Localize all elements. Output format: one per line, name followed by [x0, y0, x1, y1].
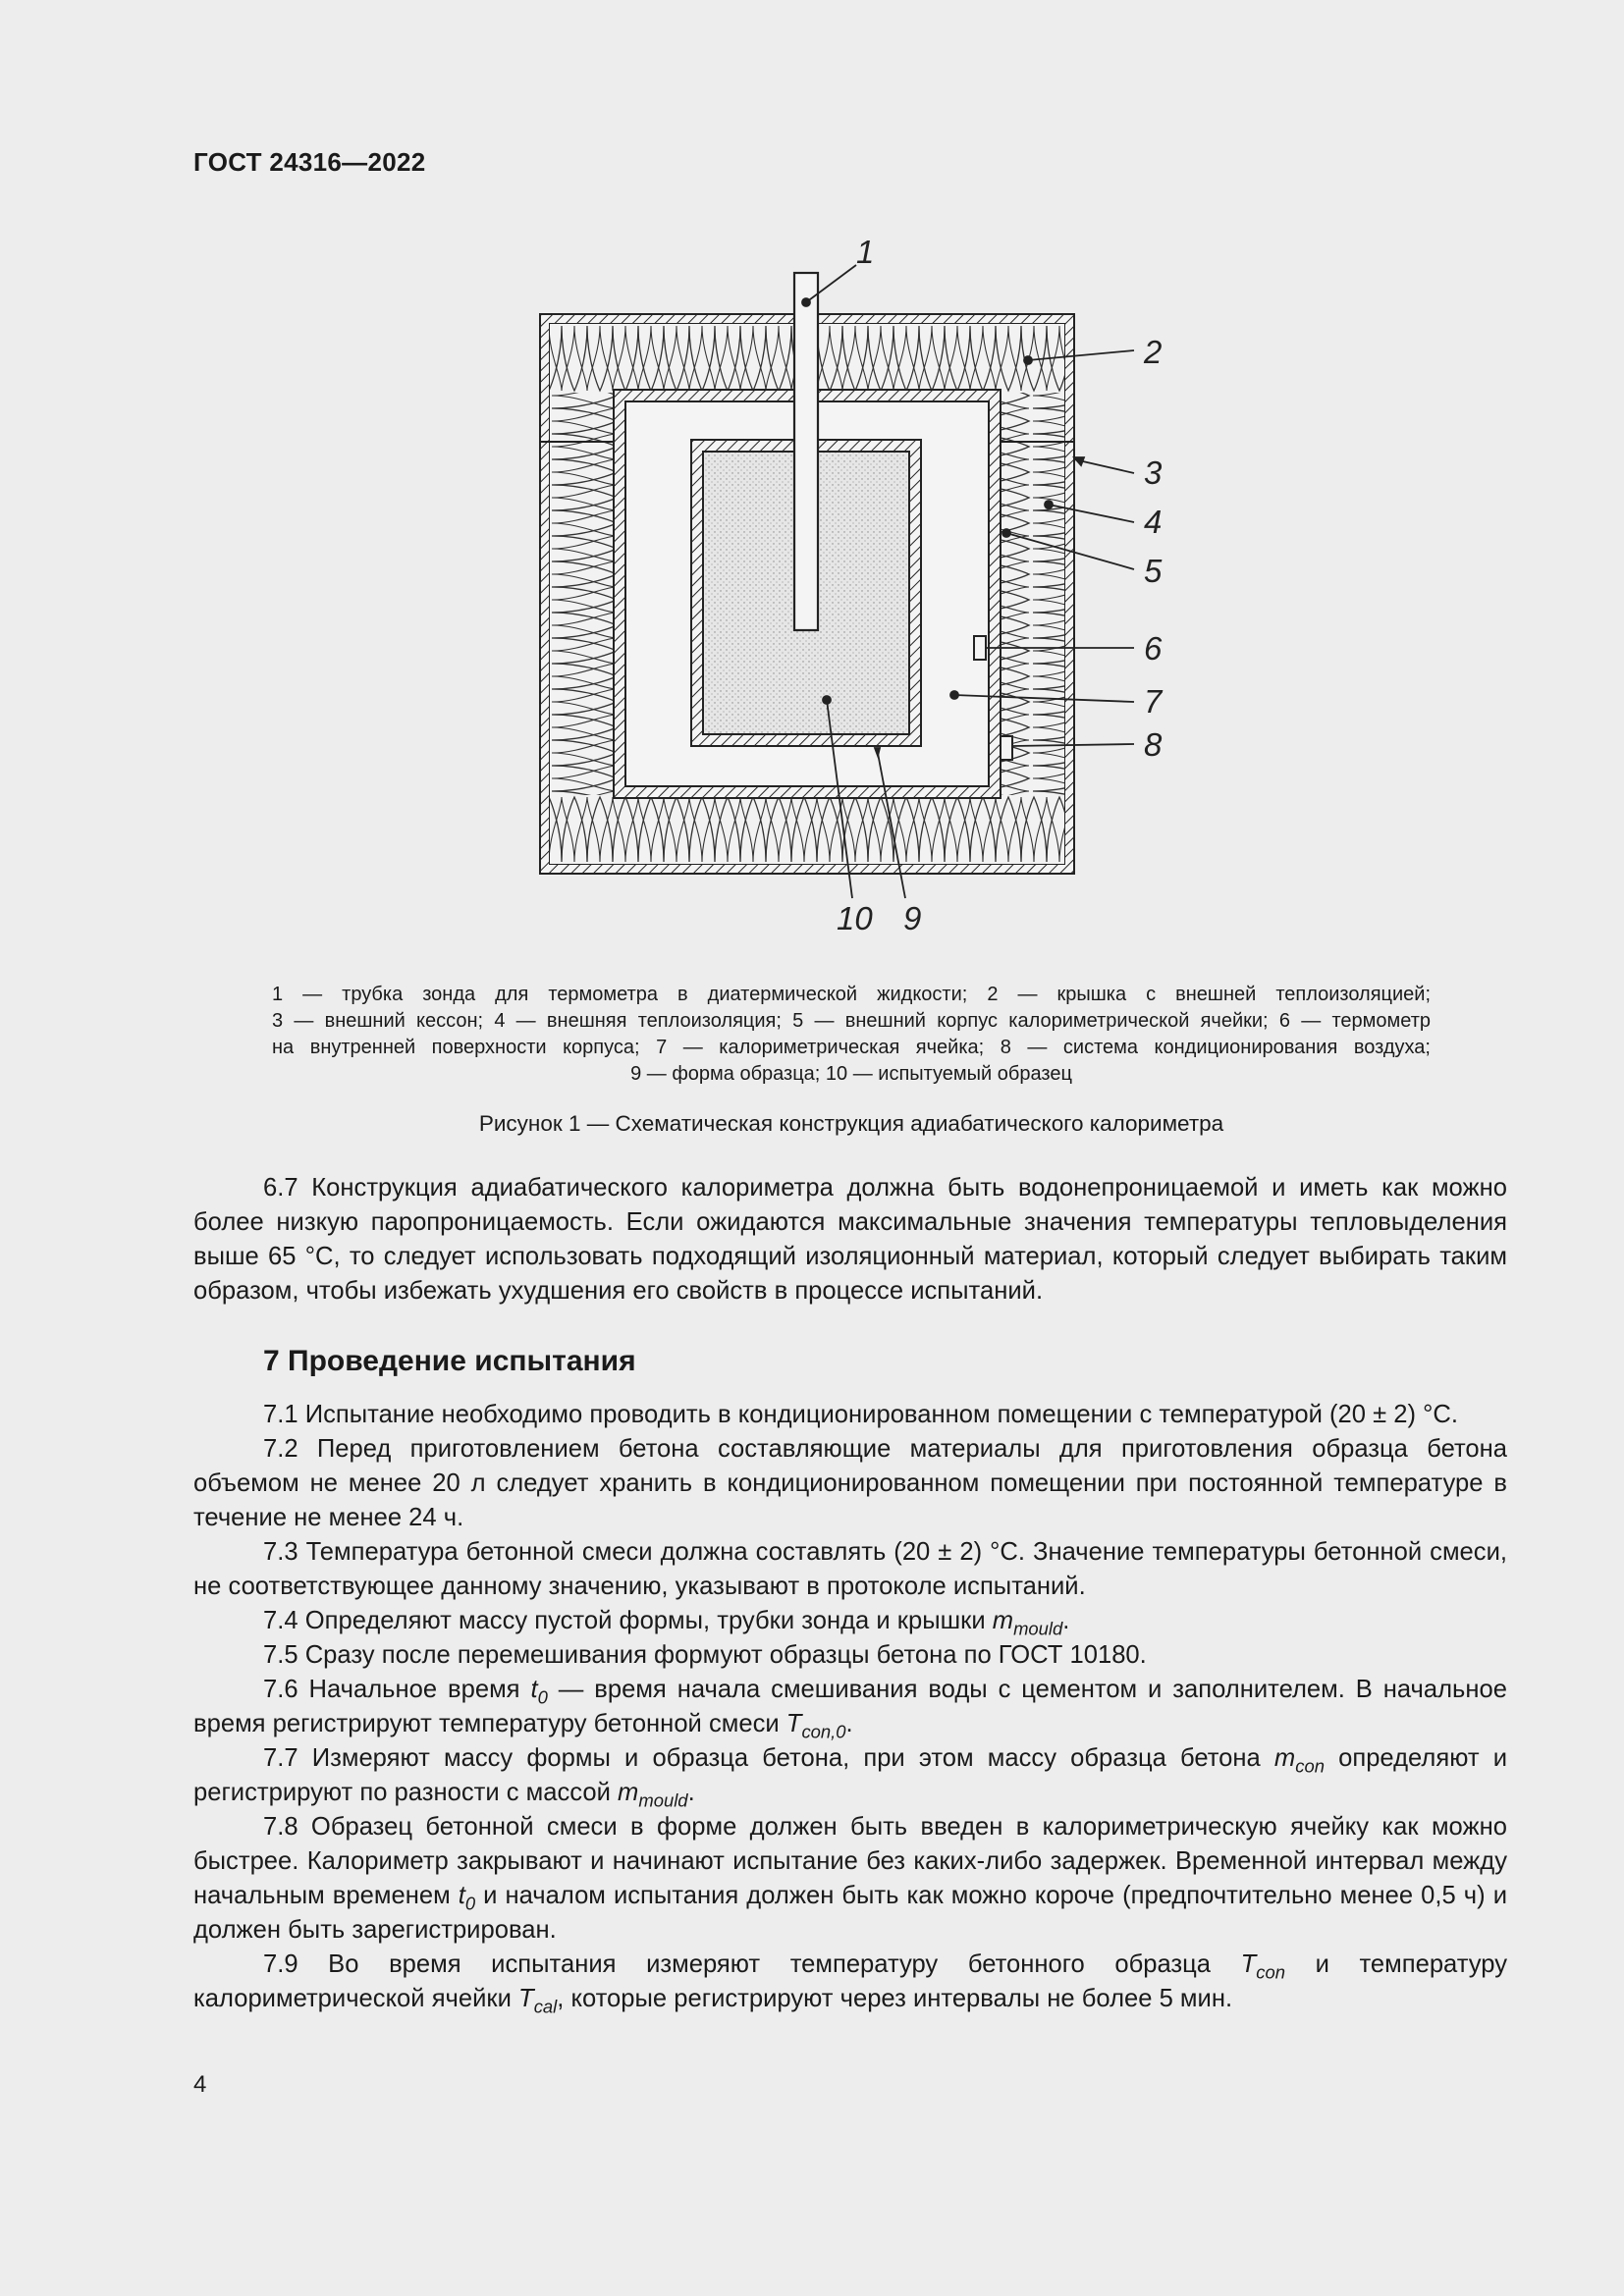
paragraph-text: 7.6 Начальное время [263, 1676, 531, 1703]
subscript: mould [1013, 1618, 1063, 1639]
callout-9: 9 [903, 900, 922, 936]
calorimeter-diagram [511, 231, 1198, 957]
callout-3: 3 [1144, 454, 1163, 491]
paragraph-7-9 [193, 1948, 1507, 2016]
legend-line: на внутренней поверхности корпуса; 7 — калориметрическая ячейка; 8 — система кондиционирования воздуха; [272, 1037, 1431, 1058]
paragraph-7-4: 7.4 Определяют массу пустой формы, трубки зонда и крышки $m_{mould}$. [263, 1607, 1070, 1639]
subscript: 0 [537, 1686, 548, 1708]
symbol-T: T [1240, 1950, 1257, 1978]
subscript: cal [533, 1996, 558, 2017]
callout-2: 2 [1144, 334, 1163, 370]
paragraph-7-5: 7.5 Сразу после перемешивания формуют образцы бетона по ГОСТ 10180. [263, 1641, 1147, 1669]
subscript: mould [638, 1789, 688, 1811]
subscript: con [1295, 1755, 1325, 1777]
document-body [193, 1171, 1507, 2016]
figure-caption: Рисунок 1 — Схематическая конструкция адиабатического калориметра [478, 1111, 1224, 1136]
paragraph-text: 7.9 Во время испытания измеряют температуру бетонного образца [263, 1950, 1241, 1978]
symbol-m: m [1273, 1744, 1296, 1772]
paragraph-text: определяют и регистрируют по разности с массой [193, 1744, 1508, 1806]
callout-7: 7 [1144, 683, 1163, 720]
page-number: 4 [193, 2071, 207, 2098]
paragraph-text: и началом испытания должен быть как можно короче (предпочтительно менее 0,5 ч) и должен быть зарегистрирован. [193, 1882, 1507, 1944]
subscript: con [1256, 1961, 1285, 1983]
paragraph-7-3: 7.3 Температура бетонной смеси должна составлять (20 ± 2) °С. Значение температуры бетонной смеси, не соответствующее данному значению, указывают в протоколе испытаний. [193, 1538, 1507, 1600]
legend-line: 3 — внешний кессон; 4 — внешняя теплоизоляция; 5 — внешний корпус калориметрической ячейки; 6 — термометр [272, 1010, 1431, 1032]
symbol-T: T [785, 1710, 802, 1737]
legend-line: 9 — форма образца; 10 — испытуемый образец [630, 1063, 1072, 1085]
symbol-m: m [618, 1779, 639, 1806]
document-code: ГОСТ 24316—2022 [193, 147, 426, 177]
paragraph-7-1: 7.1 Испытание необходимо проводить в кондиционированном помещении с температурой (20 ± 2) °С. [263, 1401, 1458, 1428]
subscript: 0 [464, 1893, 476, 1914]
callout-5: 5 [1144, 553, 1163, 589]
symbol-t: t [458, 1882, 465, 1909]
paragraph-text: 7.8 Образец бетонной смеси в форме должен быть введен в калориметрическую ячейку как можно быстрее. Калориметр закрывают и начинают испытание без каких-либо задержек. Временной интервал между начальным временем [193, 1813, 1507, 1909]
paragraph-7-6: 7.6 Начальное время $t_0$ — время начала смешивания воды с цементом и заполнителем. В начальное время регистрируют температуру бетонной смеси $T_{con,0}$. [193, 1676, 1507, 1742]
callout-4: 4 [1144, 504, 1163, 540]
section-7-heading: 7 Проведение испытания [263, 1345, 636, 1377]
figure-legend [272, 982, 1431, 1088]
paragraph-text: , которые регистрируют через интервалы не более 5 мин. [557, 1985, 1233, 2012]
legend-line: 1 — трубка зонда для термометра в диатермической жидкости; 2 — крышка с внешней теплоизоляцией; [272, 984, 1431, 1005]
paragraph-text: — время начала смешивания воды с цементом и заполнителем. В начальное время регистрируют температуру бетонной смеси [193, 1676, 1507, 1737]
callout-6: 6 [1144, 630, 1163, 667]
paragraph-text: и температуру калориметрической ячейки [193, 1950, 1507, 2012]
symbol-t: t [530, 1676, 538, 1703]
callout-1: 1 [856, 234, 875, 270]
paragraph-7-8 [193, 1810, 1507, 1948]
paragraph-text: 7.4 Определяют массу пустой формы, трубки зонда и крышки [263, 1607, 993, 1634]
callout-8: 8 [1144, 726, 1163, 763]
symbol-T: T [518, 1985, 534, 2012]
paragraph-7-7: 7.7 Измеряют массу формы и образца бетона, при этом массу образца бетона $m_{con}$ определяют и регистрируют по разности с массой $m_{mould}$. [193, 1744, 1508, 1811]
paragraph-7-2: 7.2 Перед приготовлением бетона составляющие материалы для приготовления образца бетона объемом не менее 20 л следует хранить в кондиционированном помещении при постоянной температуре в течение не менее 24 ч. [193, 1435, 1507, 1531]
paragraph-6-7: 6.7 Конструкция адиабатического калориметра должна быть водонепроницаемой и иметь как можно более низкую паропроницаемость. Если ожидаются максимальные значения температуры тепловыделения выше 65 °С, то следует использовать подходящий изоляционный материал, который следует выбирать таким образом, чтобы избежать ухудшения его свойств в процессе испытаний. [193, 1174, 1507, 1305]
callout-10: 10 [837, 900, 873, 936]
symbol-m: m [992, 1607, 1014, 1634]
subscript: con,0 [801, 1721, 846, 1742]
paragraph-text: 7.7 Измеряют массу формы и образца бетона, при этом массу образца бетона [263, 1744, 1274, 1772]
